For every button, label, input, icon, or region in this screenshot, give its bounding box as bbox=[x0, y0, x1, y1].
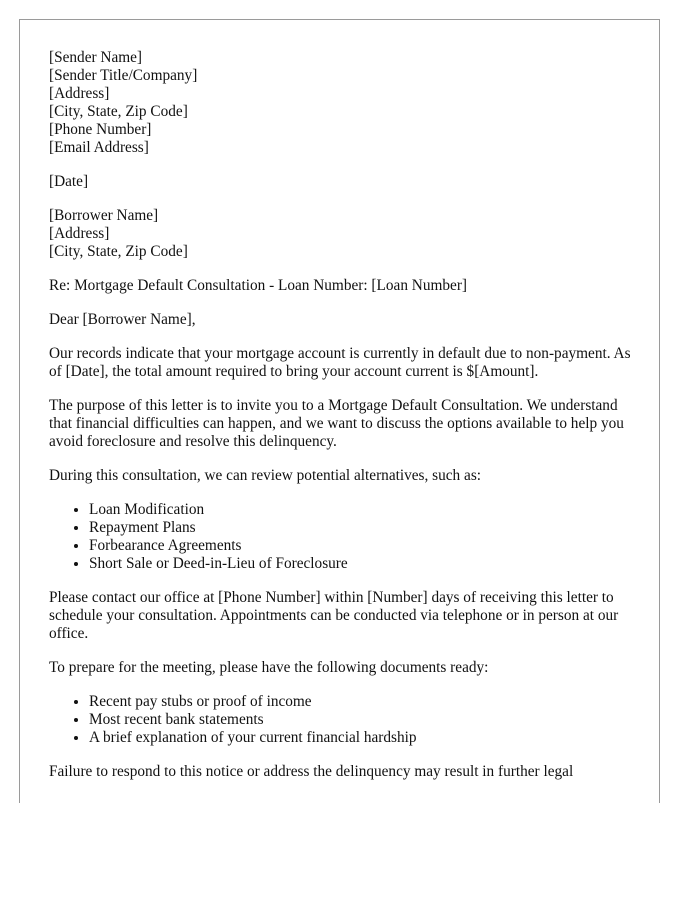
sender-address: [Address] bbox=[49, 85, 110, 102]
letter-body bbox=[49, 49, 634, 797]
sender-name: [Sender Name] bbox=[49, 49, 143, 66]
paragraph-default-notice: Our records indicate that your mortgage account is currently in default due to non-payment. As of [Date], the total amount required to bring your account current is $[Amount]. bbox=[49, 345, 631, 380]
paragraph-documents-intro: To prepare for the meeting, please have the following documents ready: bbox=[49, 659, 489, 676]
sender-city-state-zip: [City, State, Zip Code] bbox=[49, 103, 188, 120]
recipient-address: [Address] bbox=[49, 225, 110, 242]
list-item: • Loan Modification bbox=[89, 501, 634, 519]
salutation: Dear [Borrower Name], bbox=[49, 311, 196, 328]
list-item: • Repayment Plans bbox=[89, 519, 634, 537]
sender-block bbox=[49, 49, 634, 157]
list-item: • A brief explanation of your current financial hardship bbox=[89, 729, 634, 747]
alternatives-list bbox=[49, 501, 634, 573]
recipient-city-state-zip: [City, State, Zip Code] bbox=[49, 243, 188, 260]
sender-email: [Email Address] bbox=[49, 139, 149, 156]
list-item: • Most recent bank statements bbox=[89, 711, 634, 729]
list-item: • Recent pay stubs or proof of income bbox=[89, 693, 634, 711]
letter-page bbox=[19, 19, 660, 803]
date-block bbox=[49, 173, 634, 191]
paragraph-purpose: The purpose of this letter is to invite you to a Mortgage Default Consultation. We understand that financial difficulties can happen, and we want to discuss the options available to help you avoid foreclosure and resolve this delinquency. bbox=[49, 397, 624, 450]
documents-list bbox=[49, 693, 634, 747]
paragraph-alternatives-intro: During this consultation, we can review potential alternatives, such as: bbox=[49, 467, 482, 484]
recipient-block bbox=[49, 207, 634, 261]
sender-phone: [Phone Number] bbox=[49, 121, 152, 138]
list-item: • Forbearance Agreements bbox=[89, 537, 634, 555]
letter-date: [Date] bbox=[49, 173, 89, 190]
subject-line: Re: Mortgage Default Consultation - Loan Number: [Loan Number] bbox=[49, 277, 468, 294]
paragraph-failure-warning: Failure to respond to this notice or address the delinquency may result in further legal bbox=[49, 763, 574, 780]
recipient-name: [Borrower Name] bbox=[49, 207, 159, 224]
list-item: • Short Sale or Deed-in-Lieu of Foreclosure bbox=[89, 555, 634, 573]
paragraph-contact: Please contact our office at [Phone Number] within [Number] days of receiving this letter to schedule your consultation. Appointments can be conducted via telephone or in person at our office. bbox=[49, 589, 619, 642]
sender-title-company: [Sender Title/Company] bbox=[49, 67, 198, 84]
